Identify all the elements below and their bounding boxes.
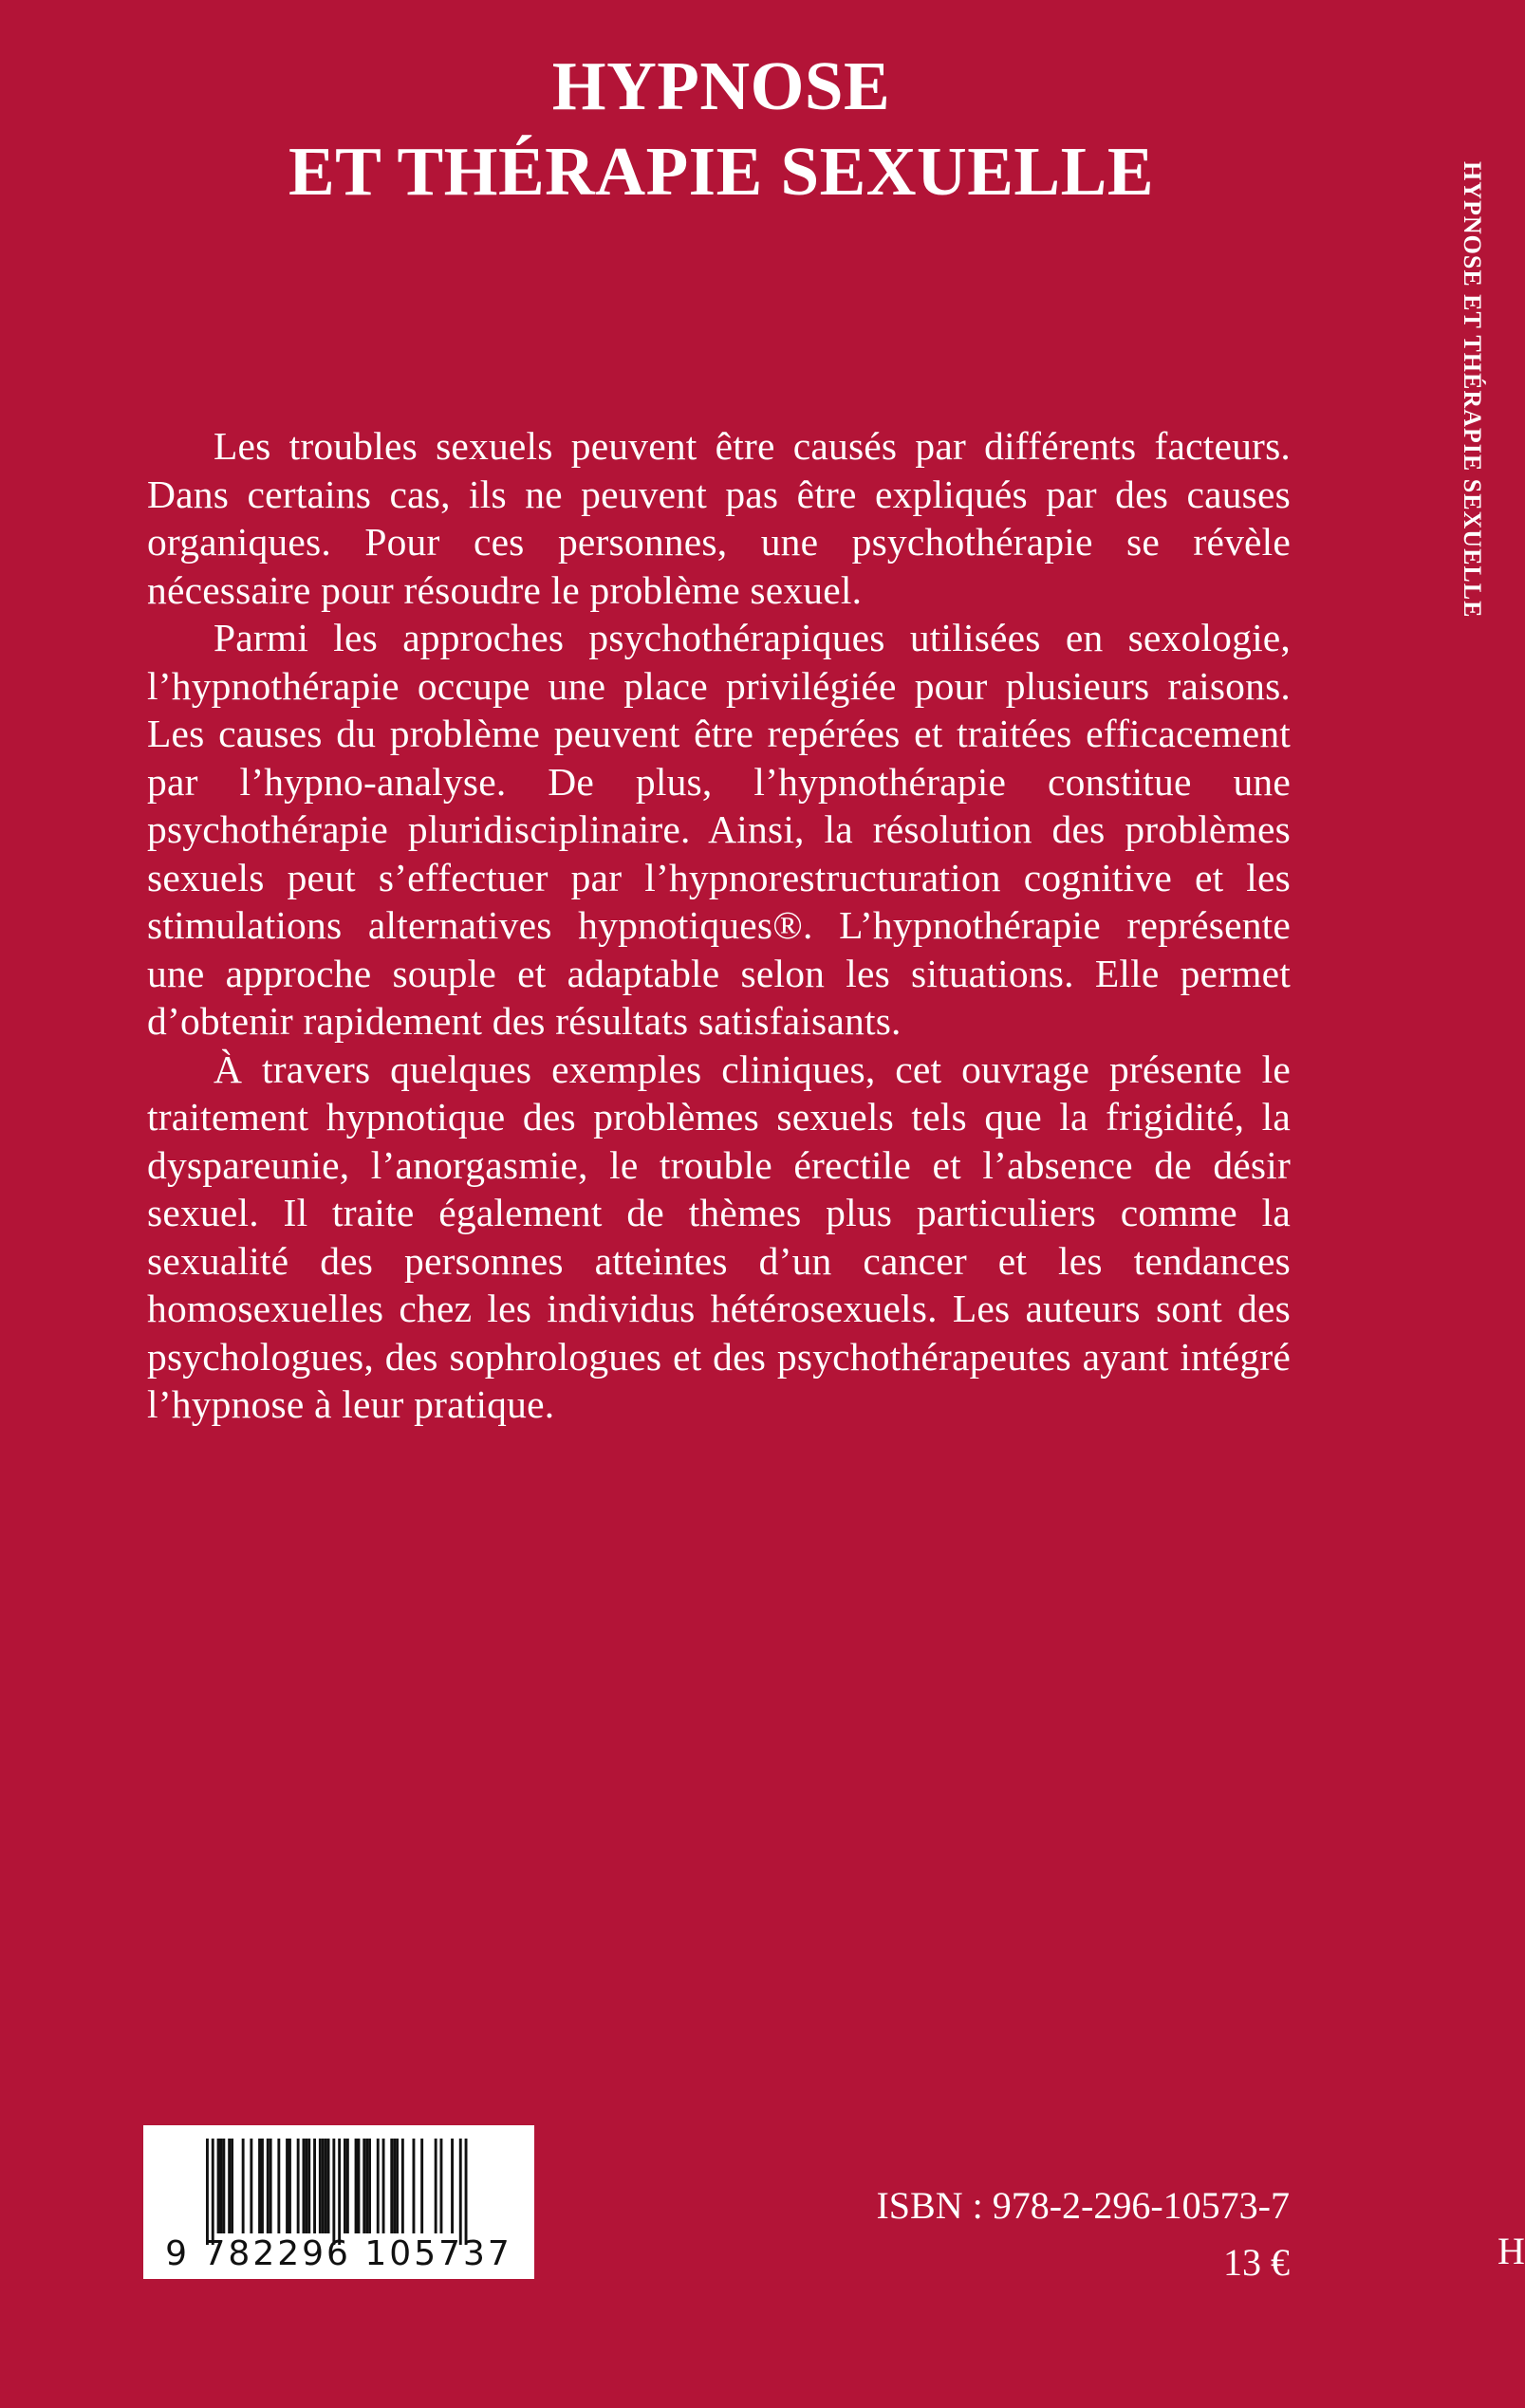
cover-title-line-2: ET THÉRAPIE SEXUELLE [288,133,1155,210]
barcode-bar [365,2139,368,2233]
barcode-bar [270,2139,272,2233]
barcode-bar [327,2139,330,2233]
barcode-bar [344,2139,346,2233]
price-text: 13 € [1223,2241,1290,2284]
barcode-bar [305,2139,307,2233]
barcode-bar [401,2139,404,2233]
barcode-bar [451,2139,454,2233]
barcode-bar [231,2139,233,2233]
barcode-bar [277,2139,280,2233]
barcode-bar [222,2139,225,2233]
barcode-bar [396,2139,399,2233]
barcode-bar [250,2139,252,2233]
barcode-bar [435,2139,437,2233]
barcode-bar [303,2139,306,2233]
barcode-bar [393,2139,396,2233]
barcode-bar [217,2139,220,2233]
barcode-bar [258,2139,261,2233]
barcode-bar [346,2139,349,2233]
spine-title: HYPNOSE ET THÉRAPIE SEXUELLE [1459,161,1486,619]
barcode-bar [212,2139,214,2245]
barcode-bar [420,2139,423,2233]
barcode-bar [319,2139,322,2233]
isbn-text: ISBN : 978-2-296-10573-7 [876,2184,1290,2227]
barcode-bar [382,2139,385,2233]
barcode-bar [377,2139,380,2233]
barcode-bar [355,2139,358,2233]
barcode-bar [332,2139,335,2245]
barcode-bar [267,2139,270,2233]
barcode-label [143,2125,534,2279]
blurb-paragraph-1: Les troubles sexuels peuvent être causés par différents facteurs. Dans certains cas, ils ne peuvent pas être expliqués par des causes organiques. Pour ces personnes, une psychothérapie se révèle nécessaire pour résoudre le problème sexuel. [147,424,1291,612]
barcode-bar [465,2139,468,2245]
barcode-bar [261,2139,264,2233]
barcode-bar [390,2139,393,2233]
barcode-bar [413,2139,416,2233]
barcode-bar [325,2139,327,2233]
cover-title-line-1: HYPNOSE [551,47,891,124]
barcode-bar [286,2139,288,2233]
barcode-bar [440,2139,443,2233]
barcode-bar [338,2139,341,2245]
barcode-bar [313,2139,316,2233]
blurb-paragraph-3: À travers quelques exemples cliniques, cet ouvrage présente le traitement hypnotique des problèmes sexuels tels que la frigidité, la dyspareunie, l’anorgasmie, le trouble érectile et l’absence de désir sexuel. Il traite également de thèmes plus particuliers comme la sexualité des personnes atteintes d’un cancer et les tendances homosexuelles chez les individus hétérosexuels. Les auteurs sont des psychologues, des sophrologues et des psychothérapeutes ayant intégré l’hypnose à leur pratique. [147,1047,1291,1426]
barcode-bar [220,2139,223,2233]
blurb-paragraph-2: Parmi les approches psychothérapiques utilisées en sexologie, l’hypnothérapie occupe une place privilégiée pour plusieurs raisons. Les causes du problème peuvent être repérées et traitées efficacement par l’hypno-analyse. De plus, l’hypnothérapie constitue une psychothérapie pluridisciplinaire. Ainsi, la résolution des problèmes sexuels peut s’effectuer par l’hypnorestructuration cognitive et les stimulations alternatives hypnotiques®. L’hypnothérapie représente une approche souple et adaptable selon les situations. Elle permet d’obtenir rapidement des résultats satisfaisants. [147,616,1291,1043]
barcode-bar [459,2139,462,2245]
barcode-bar [322,2139,325,2233]
barcode-bar [206,2139,209,2245]
barcode-bar [228,2139,231,2233]
barcode-bar [307,2139,310,2233]
blurb-text [147,422,1291,1429]
barcode-bar [363,2139,365,2233]
barcode-bar [288,2139,291,2233]
barcode-bar [358,2139,361,2233]
barcode-bar [368,2139,371,2233]
barcode-bar [242,2139,245,2233]
spine-publisher-mark: H [1497,2230,1525,2272]
barcode-bar [297,2139,300,2233]
barcode-digits: 9 782296 105737 [165,2234,512,2273]
